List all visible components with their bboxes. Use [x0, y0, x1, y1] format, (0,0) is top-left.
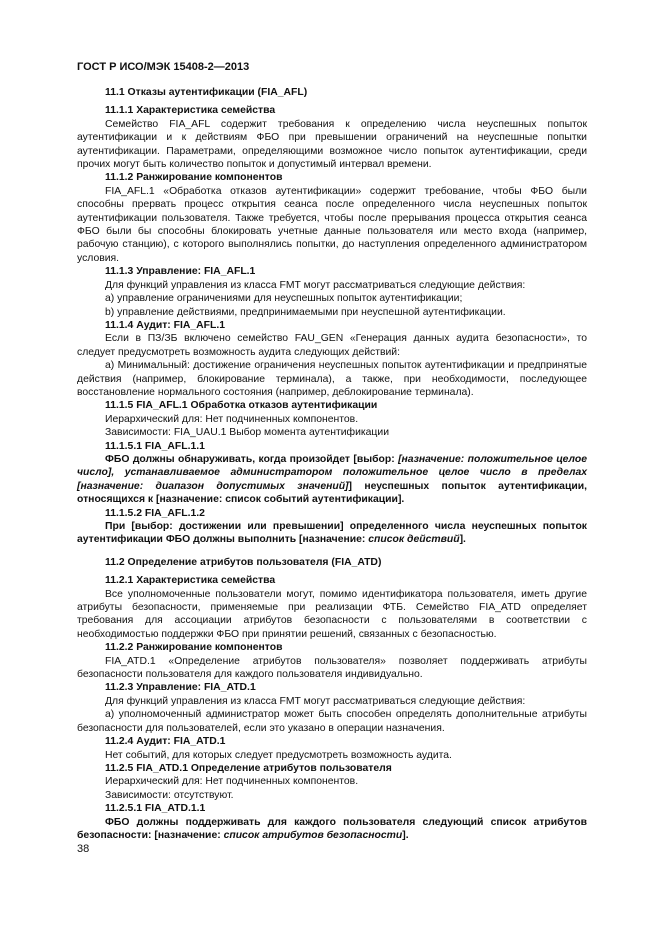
subsection-heading: 11.2.4 Аудит: FIA_ATD.1 — [105, 736, 226, 748]
page-body — [77, 86, 587, 842]
subsection-heading: 11.1.5 FIA_AFL.1 Обработка отказов аутентификации — [105, 400, 378, 412]
requirement-text: ФБО должны обнаруживать, когда произойдет [выбор: [назначение: положительное целое число], устанавливаемое администратором положительное целое число в пределах [назначение: диапазон допустимых значений]] неуспешных попыток аутентификации, относящихся к [назначение: список событий аутентификации]. — [77, 453, 587, 506]
section-heading: 11.1 Отказы аутентификации (FIA_AFL) — [105, 87, 308, 98]
subsection-heading: 11.2.3 Управление: FIA_ATD.1 — [105, 682, 256, 694]
requirement-text: ФБО должны поддерживать для каждого пользователя следующий список атрибутов безопасности: [назначение: список атрибутов безопасности]. — [77, 816, 587, 841]
hierarchy-line: Иерархический для: Нет подчиненных компонентов. — [105, 413, 359, 425]
paragraph: Нет событий, для которых следует предусмотреть возможность аудита. — [105, 749, 452, 761]
subsection-heading: 11.1.4 Аудит: FIA_AFL.1 — [105, 319, 226, 331]
subsection-heading: 11.2.5 FIA_ATD.1 Определение атрибутов пользователя — [105, 762, 392, 774]
element-heading: 11.1.5.1 FIA_AFL.1.1 — [105, 440, 205, 452]
list-item: a) управление ограничениями для неуспешных попыток аутентификации; — [105, 293, 463, 305]
element-heading: 11.2.5.1 FIA_ATD.1.1 — [105, 803, 206, 815]
subsection-heading: 11.1.3 Управление: FIA_AFL.1 — [105, 266, 256, 278]
paragraph: Для функций управления из класса FMT могут рассматриваться следующие действия: — [105, 695, 526, 707]
paragraph: a) Минимальный: достижение ограничения неуспешных попыток аутентификации и предпринятые действия (например, блокирование терминала), а также, при необходимости, последующее восстановление нормального состояния (например, деблокирование терминала). — [77, 360, 587, 398]
paragraph: Для функций управления из класса FMT могут рассматриваться следующие действия: — [105, 279, 526, 291]
element-heading: 11.1.5.2 FIA_AFL.1.2 — [105, 507, 205, 519]
paragraph: Все уполномоченные пользователи могут, помимо идентификатора пользователя, иметь другие атрибуты безопасности, применяемые при реализации ФТБ. Семейство FIA_ATD определяет требования для ассоциации атрибутов безопасности с пользователями в соответствии с необходимостью поддержки ФБО при принятии решений, связанных с безопасностью. — [77, 588, 587, 640]
list-item: b) управление действиями, предпринимаемыми при неуспешной аутентификации. — [105, 306, 506, 318]
subsection-heading: 11.1.2 Ранжирование компонентов — [105, 172, 283, 184]
paragraph: FIA_ATD.1 «Определение атрибутов пользователя» позволяет поддерживать атрибуты безопасности пользователя для каждого пользователя индивидуально. — [77, 655, 587, 681]
page-number: 38 — [77, 843, 90, 855]
dependencies-line: Зависимости: отсутствуют. — [105, 789, 234, 801]
subsection-heading: 11.1.1 Характеристика семейства — [105, 105, 276, 117]
dependencies-line: Зависимости: FIA_UAU.1 Выбор момента аутентификации — [105, 427, 389, 439]
document-header: ГОСТ Р ИСО/МЭК 15408-2—2013 — [77, 61, 250, 73]
paragraph: a) уполномоченный администратор может быть способен определять дополнительные атрибуты безопасности для пользователей, если это указано в операции назначения. — [77, 709, 587, 734]
subsection-heading: 11.2.2 Ранжирование компонентов — [105, 642, 283, 654]
subsection-heading: 11.2.1 Характеристика семейства — [105, 575, 276, 587]
section-heading: 11.2 Определение атрибутов пользователя (FIA_ATD) — [105, 556, 382, 568]
paragraph: Если в ПЗ/ЗБ включено семейство FAU_GEN «Генерация данных аудита безопасности», то следует предусмотреть возможность аудита следующих действий: — [77, 333, 587, 358]
requirement-text: При [выбор: достижении или превышении] определенного числа неуспешных попыток аутентификации ФБО должны выполнить [назначение: список действий]. — [77, 521, 587, 546]
hierarchy-line: Иерархический для: Нет подчиненных компонентов. — [105, 776, 359, 788]
paragraph: Семейство FIA_AFL содержит требования к определению числа неуспешных попыток аутентификации и к действиям ФБО при превышении ограничений на неуспешные попытки аутентификации. Параметрами, определяющими возможное число попыток аутентификации, среди прочих могут быть количество попыток и допустимый интервал времени. — [77, 118, 587, 171]
paragraph: FIA_AFL.1 «Обработка отказов аутентификации» содержит требование, чтобы ФБО были способны прервать процесс открытия сеанса после определенного числа неуспешных попыток аутентификации пользователя. Также требуется, чтобы после прерывания процесса открытия сеанса ФБО были бы способны блокировать учетные данные пользователя или место входа (например, рабочую станцию), с которого выполнялись попытки, до наступления определенного администратором условия. — [77, 185, 587, 264]
